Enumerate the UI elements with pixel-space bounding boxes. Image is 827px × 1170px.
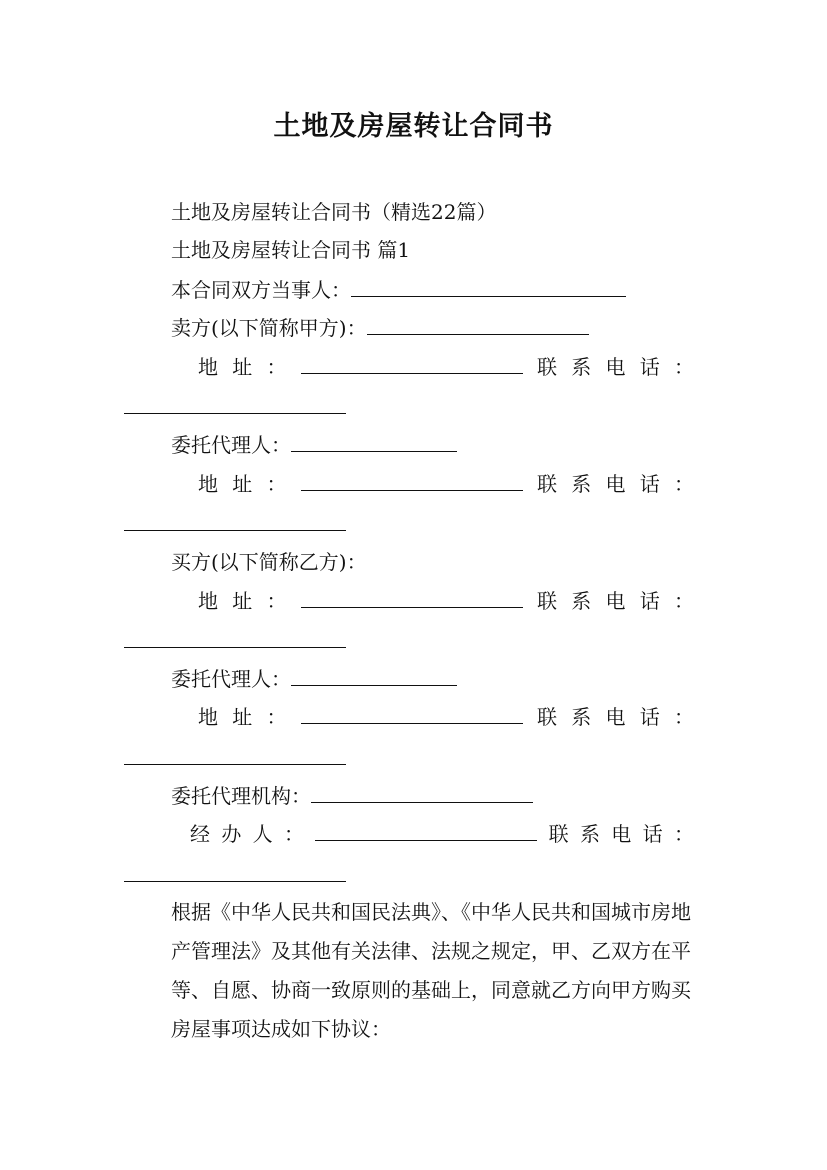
phone-char: ：	[674, 589, 694, 613]
phone-char: 电	[605, 472, 626, 496]
address-char: 址	[232, 472, 253, 496]
phone-char: 话	[642, 822, 663, 846]
phone-char: 系	[571, 355, 592, 379]
phone-blank[interactable]	[124, 530, 346, 531]
agent-label: 委托代理人：	[171, 667, 291, 691]
seller-blank[interactable]	[367, 316, 589, 335]
address-blank[interactable]	[301, 705, 523, 724]
agency-label: 委托代理机构：	[171, 784, 311, 808]
buyer-agent-row	[171, 667, 751, 691]
phone-char: 电	[605, 705, 626, 729]
address-char: 地	[198, 589, 218, 613]
phone-char: 电	[605, 589, 626, 613]
phone-char: 联	[537, 705, 557, 729]
address-char: 地	[198, 705, 218, 729]
buyer-agent-address-row	[124, 705, 694, 729]
phone-char: 系	[571, 472, 592, 496]
address-char: ：	[266, 472, 287, 496]
phone-char: 电	[605, 355, 626, 379]
phone-char: 联	[537, 589, 557, 613]
handler-row	[124, 822, 694, 846]
seller-agent-address-row	[124, 472, 694, 496]
document-title: 土地及房屋转让合同书	[273, 111, 554, 142]
section-heading: 土地及房屋转让合同书 篇1	[171, 238, 411, 262]
address-char: 址	[232, 355, 253, 379]
address-blank[interactable]	[301, 589, 523, 608]
address-blank[interactable]	[301, 472, 523, 491]
address-char: ：	[266, 705, 287, 729]
handler-char: 人	[252, 822, 273, 846]
address-char: 地	[198, 472, 218, 496]
phone-char: 电	[611, 822, 632, 846]
buyer-address-row	[124, 589, 694, 613]
phone-char: 系	[579, 822, 600, 846]
agent-blank[interactable]	[291, 433, 457, 452]
seller-label: 卖方(以下简称甲方)：	[171, 316, 367, 340]
seller-row	[171, 316, 751, 340]
phone-char: 系	[571, 589, 592, 613]
phone-blank[interactable]	[124, 881, 346, 882]
phone-char: 话	[639, 589, 660, 613]
address-char: ：	[266, 589, 287, 613]
seller-agent-row	[171, 433, 751, 457]
handler-char: ：	[283, 822, 304, 846]
address-char: 地	[198, 355, 218, 379]
phone-char: 系	[571, 705, 592, 729]
address-blank[interactable]	[301, 355, 523, 374]
buyer-label: 买方(以下简称乙方)：	[171, 550, 367, 574]
phone-char: 联	[537, 355, 557, 379]
agency-blank[interactable]	[311, 784, 533, 803]
phone-char: 话	[639, 472, 660, 496]
handler-blank[interactable]	[315, 822, 537, 841]
parties-label: 本合同双方当事人：	[171, 278, 351, 302]
agreement-text: 根据《中华人民共和国民法典》、《中华人民共和国城市房地产管理法》及其他有关法律、法规之规定，甲、乙双方在平等、自愿、协商一致原则的基础上，同意就乙方向甲方购买房屋事项达成如下协议：	[171, 900, 691, 1041]
agency-row	[171, 784, 751, 808]
agent-label: 委托代理人：	[171, 433, 291, 457]
document-subtitle: 土地及房屋转让合同书（精选22篇）	[171, 200, 497, 224]
phone-blank[interactable]	[124, 413, 346, 414]
phone-char: ：	[674, 472, 694, 496]
parties-blank[interactable]	[351, 278, 626, 297]
seller-address-row	[124, 355, 694, 379]
phone-blank[interactable]	[124, 647, 346, 648]
address-char: 址	[232, 705, 253, 729]
phone-char: ：	[673, 822, 694, 846]
phone-char: ：	[674, 355, 694, 379]
phone-char: 联	[537, 472, 557, 496]
address-char: 址	[232, 589, 253, 613]
handler-char: 经	[190, 822, 210, 846]
phone-char: ：	[674, 705, 694, 729]
phone-blank[interactable]	[124, 764, 346, 765]
phone-char: 联	[548, 822, 569, 846]
parties-row	[171, 278, 751, 302]
phone-char: 话	[639, 355, 660, 379]
agent-blank[interactable]	[291, 667, 457, 686]
agreement-paragraph	[124, 893, 704, 1049]
address-char: ：	[266, 355, 287, 379]
handler-char: 办	[221, 822, 242, 846]
phone-char: 话	[639, 705, 660, 729]
